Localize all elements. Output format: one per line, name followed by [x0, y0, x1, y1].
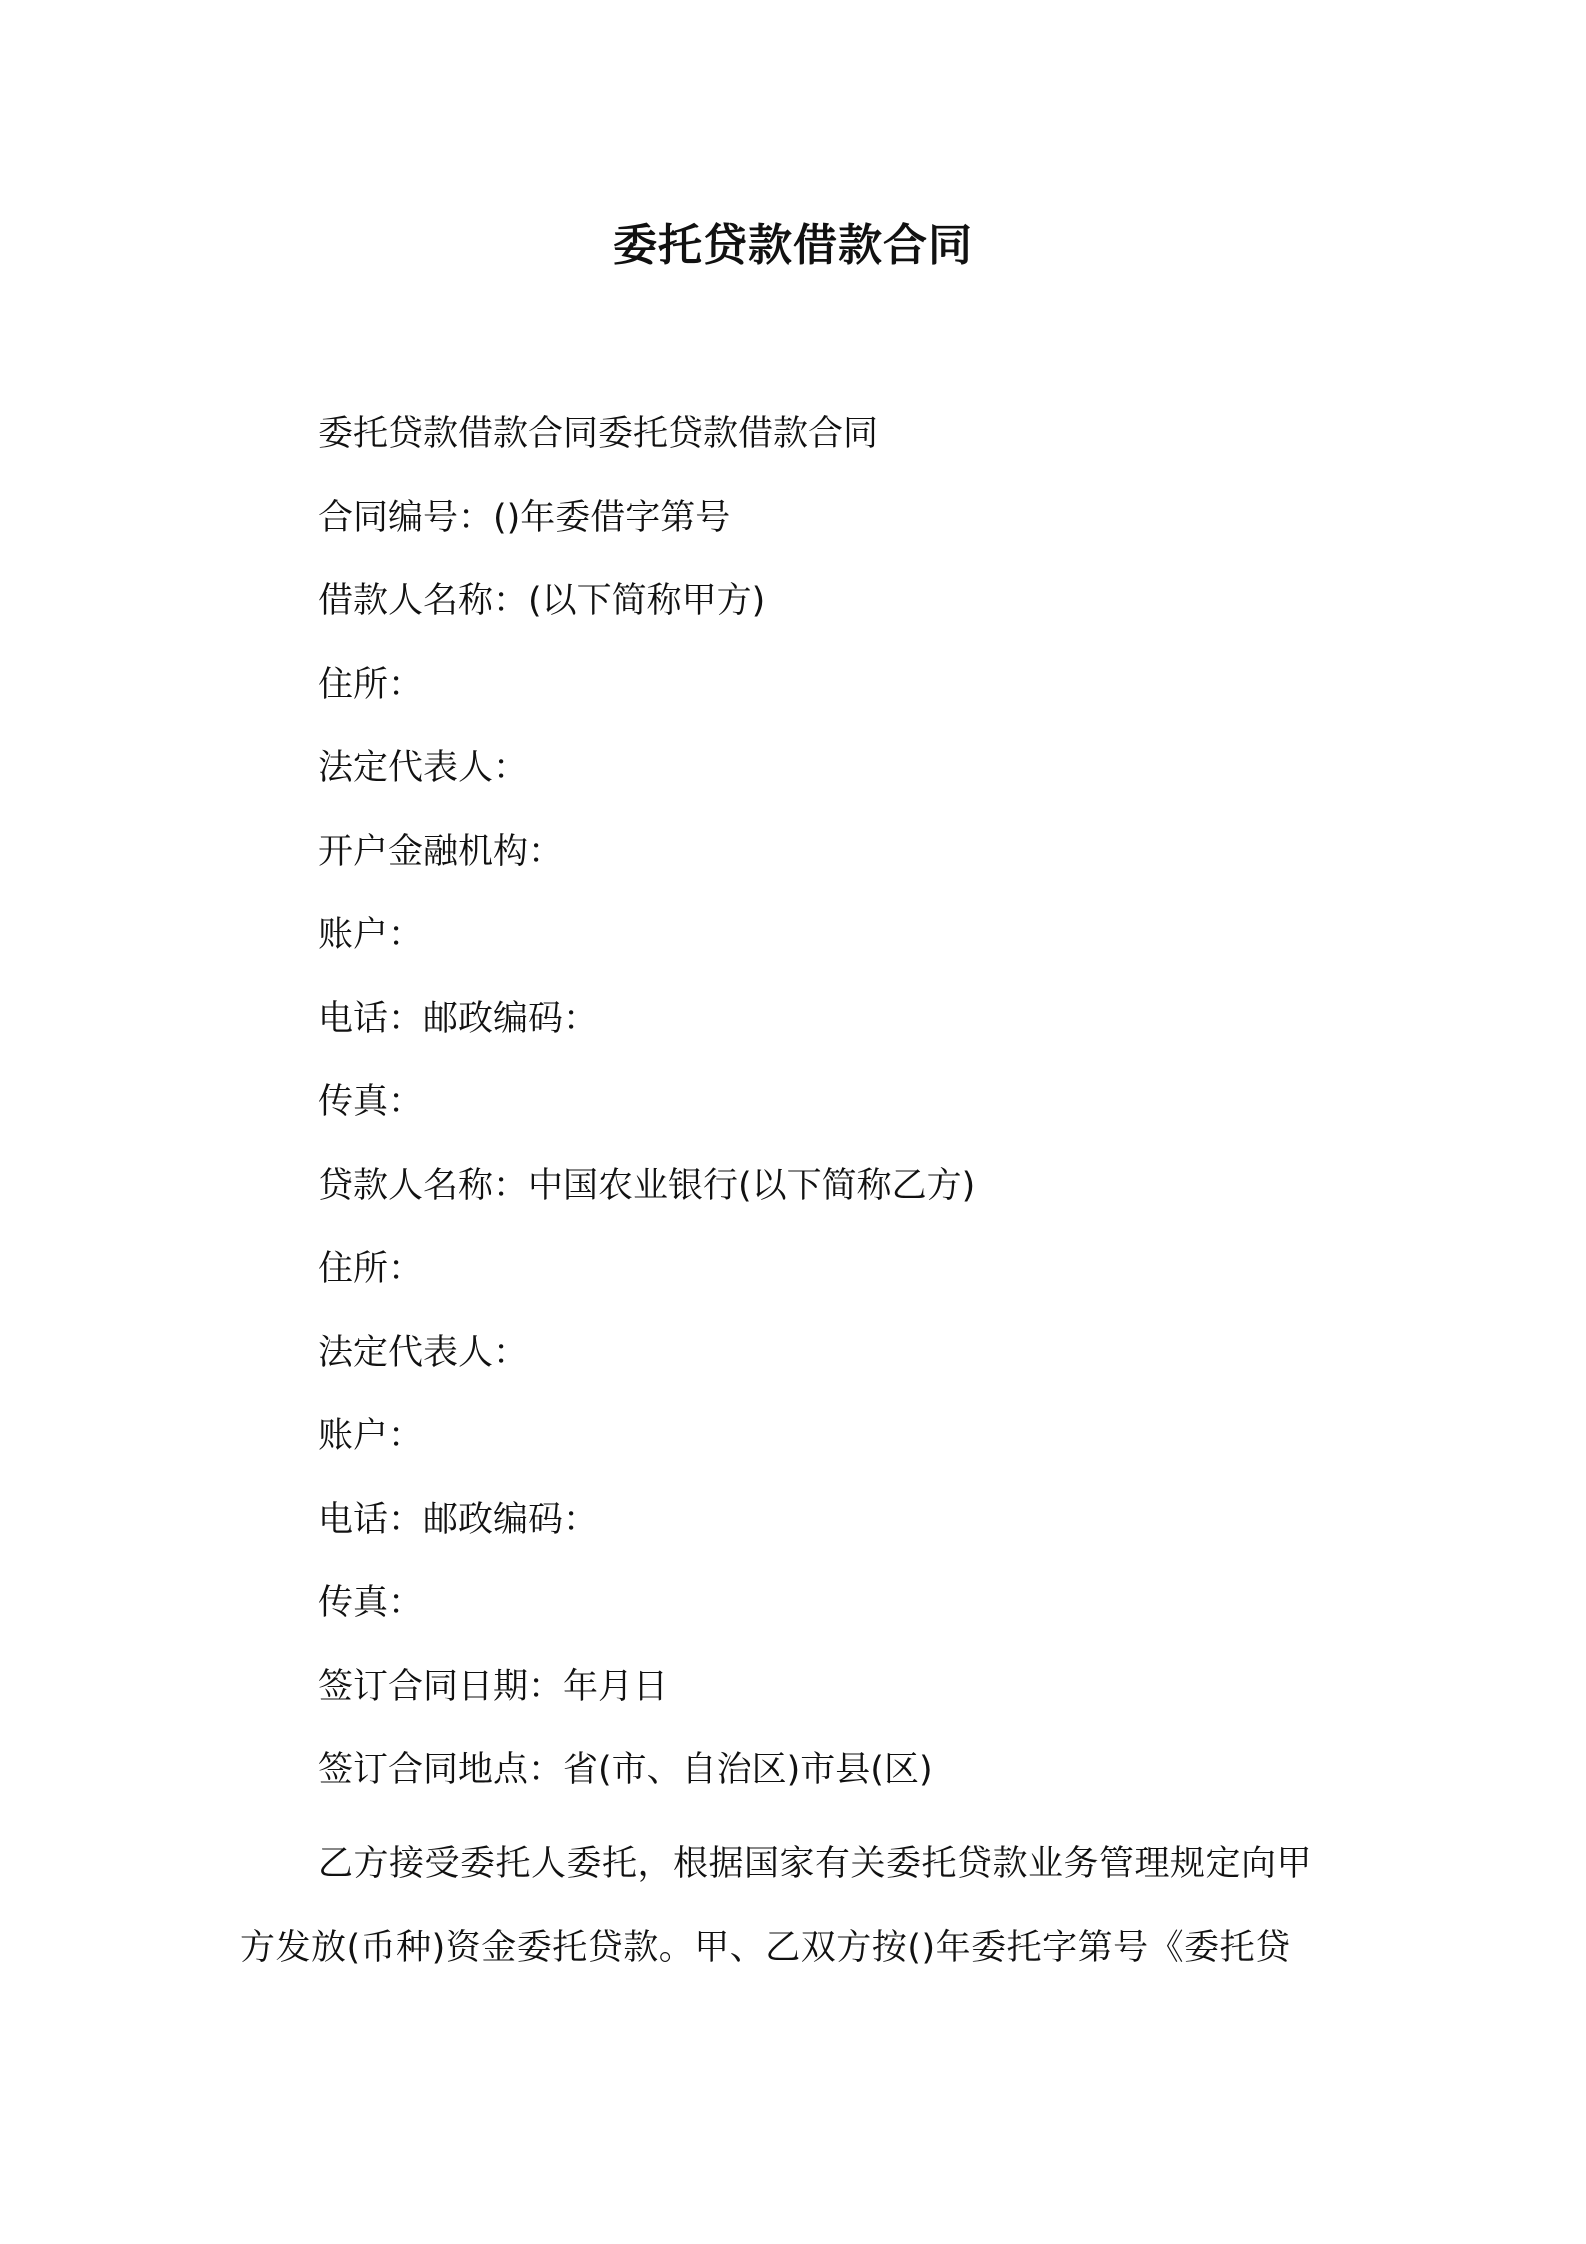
lender-legal-rep-field: 法定代表人：: [318, 1332, 529, 1373]
document-title: 委托贷款借款合同: [613, 220, 973, 271]
contract-field-list: [318, 404, 975, 1824]
body-paragraph-line: 方发放(币种)资金委托贷款。甲、乙双方按()年委托字第号《委托贷: [240, 1927, 1291, 1968]
contract-header-line: 委托贷款借款合同委托贷款借款合同: [318, 414, 879, 454]
borrower-name-field: 借款人名称：(以下简称甲方): [318, 581, 766, 621]
borrower-fax-field: 传真：: [318, 1082, 424, 1122]
borrower-bank-field: 开户金融机构：: [318, 831, 564, 872]
lender-phone-postcode-field: 电话：邮政编码：: [318, 1499, 599, 1540]
borrower-legal-rep-field: 法定代表人：: [318, 748, 529, 788]
contract-number-field: 合同编号：()年委借字第号: [318, 497, 731, 538]
lender-account-field: 账户：: [318, 1416, 424, 1456]
body-paragraph-line: 乙方接受委托人委托，根据国家有关委托贷款业务管理规定向甲: [318, 1844, 1313, 1884]
signing-date-field: 签订合同日期：年月日: [318, 1666, 669, 1707]
borrower-account-field: 账户：: [318, 915, 424, 955]
lender-address-field: 住所：: [318, 1249, 424, 1289]
borrower-phone-postcode-field: 电话：邮政编码：: [318, 998, 599, 1039]
body-paragraph: [240, 1823, 1350, 1990]
borrower-address-field: 住所：: [318, 664, 424, 705]
lender-name-field: 贷款人名称：中国农业银行(以下简称乙方): [318, 1165, 976, 1206]
signing-place-field: 签订合同地点：省(市、自治区)市县(区): [318, 1750, 933, 1790]
lender-fax-field: 传真：: [318, 1583, 424, 1623]
